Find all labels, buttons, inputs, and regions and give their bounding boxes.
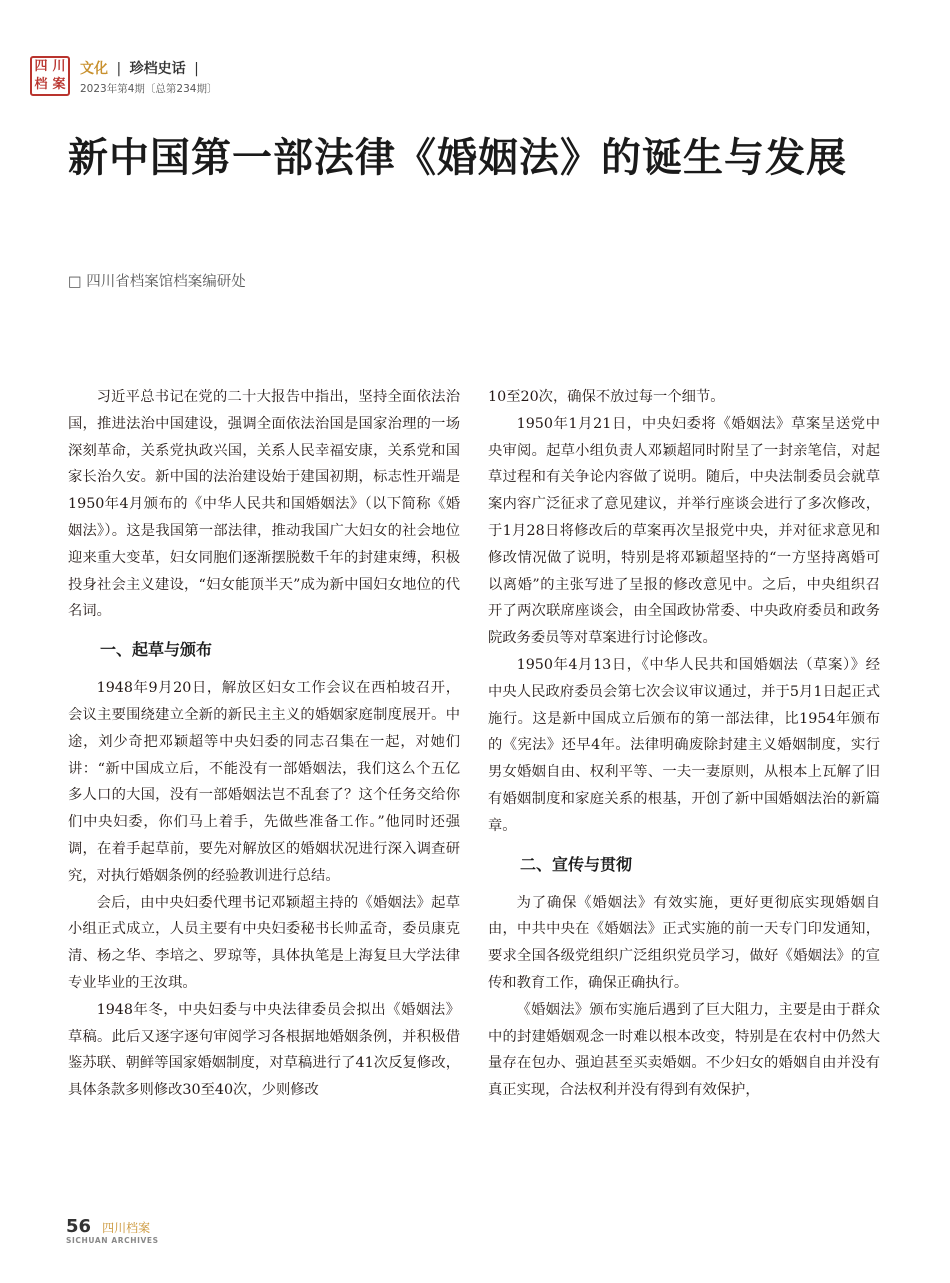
paragraph: 习近平总书记在党的二十大报告中指出，坚持全面依法治国，推进法治中国建设，强调全面依法治国是国家治理的一场深刻革命，关系党执政兴国，关系人民幸福安康，关系党和国家长治久安。新中国的法治建设始于建国初期，标志性开端是1950年4月颁布的《中华人民共和国婚姻法》（以下简称《婚姻法》）。这是我国第一部法律，推动我国广大妇女的社会地位迎来重大变革，妇女同胞们逐渐摆脱数千年的封建束缚，积极投身社会主义建设，“妇女能顶半天”成为新中国妇女地位的代名词。 [68,389,460,620]
paragraph-continuation: 10至20次，确保不放过每一个细节。 [488,389,725,405]
page-footer [66,1216,150,1237]
journal-name-cn: 四川档案 [102,1221,151,1235]
journal-name-en: SICHUAN ARCHIVES [66,1236,159,1245]
paragraph: 1950年1月21日，中央妇委将《婚姻法》草案呈送党中央审阅。起草小组负责人邓颖超同时附呈了一封亲笔信，对起草过程和有关争论内容做了说明。随后，中央法制委员会就草案内容广泛征求了意见建议，并举行座谈会进行了多次修改，于1月28日将修改后的草案再次呈报党中央，并对征求意见和修改情况做了说明，特别是将邓颖超坚持的“一方坚持离婚可以离婚”的主张写进了呈报的修改意见中。之后，中央组织召开了两次联席座谈会，由全国政协常委、中央政府委员和政务院政务委员等对草案进行讨论修改。 [488,415,880,647]
page-number: 56 [66,1216,92,1237]
seal-char: 案 [52,77,66,92]
paragraph: 1948年9月20日，解放区妇女工作会议在西柏坡召开，会议主要围绕建立全新的新民主主义的婚姻家庭制度展开。中途，刘少奇把邓颖超等中央妇委的同志召集在一起，对她们讲：“新中国成立后，不能没有一部婚姻法，我们这么个五亿多人口的大国，没有一部婚姻法岂不乱套了？这个任务交给你们中央妇委，你们马上着手，先做些准备工作。”他同时还强调，在着手起草前，要先对解放区的婚姻状况进行深入调查研究，对执行婚姻条例的经验教训进行总结。 [68,680,460,884]
category-separator: | [194,61,199,77]
section-heading: 二、宣传与贯彻 [520,854,633,874]
right-column [488,384,880,1104]
seal-char: 川 [52,59,66,74]
section-heading: 一、起草与颁布 [100,640,213,660]
issue-info: 2023年第4期〔总第234期〕 [80,83,218,95]
seal-char: 档 [34,77,48,92]
category-separator: | [116,61,122,77]
paragraph: 为了确保《婚姻法》有效实施，更好更彻底实现婚姻自由，中共中央在《婚姻法》正式实施的前一天专门印发通知，要求全国各级党组织广泛组织党员学习，做好《婚姻法》的宣传和教育工作，确保正确执行。 [488,894,880,991]
column-name: 珍档史话 [129,61,186,77]
paragraph: 会后，由中央妇委代理书记邓颖超主持的《婚姻法》起草小组正式成立，人员主要有中央妇委秘书长帅孟奇，委员康克清、杨之华、李培之、罗琼等，具体执笔是上海复旦大学法律专业毕业的王汝琪。 [68,894,460,991]
journal-seal-logo [30,56,70,96]
paragraph: 《婚姻法》颁布实施后遇到了巨大阻力，主要是由于群众中的封建婚姻观念一时难以根本改变，特别是在农村中仍然大量存在包办、强迫甚至买卖婚姻。不少妇女的婚姻自由并没有真正实现，合法权利并没有得到有效保护， [488,1001,880,1099]
paragraph: 1950年4月13日，《中华人民共和国婚姻法（草案）》经中央人民政府委员会第七次会议审议通过，并于5月1日起正式施行。这是新中国成立后颁布的第一部法律，比1954年颁布的《宪法》还早4年。法律明确废除封建主义婚姻制度，实行男女婚姻自由、权利平等、一夫一妻原则，从根本上瓦解了旧有婚姻制度和家庭关系的根基，开创了新中国婚姻法治的新篇章。 [488,656,880,834]
seal-char: 四 [34,59,48,74]
article-title: 新中国第一部法律《婚姻法》的诞生与发展 [68,134,847,181]
article-author: □ 四川省档案馆档案编研处 [68,274,246,290]
left-column [68,384,460,1104]
paragraph: 1948年冬，中央妇委与中央法律委员会拟出《婚姻法》草稿。此后又逐字逐句审阅学习各根据地婚姻条例，并积极借鉴苏联、朝鲜等国家婚姻制度，对草稿进行了41次反复修改，具体条款多则修改30至40次，少则修改 [68,1001,460,1099]
section-header [80,60,203,78]
category-main: 文化 [80,61,108,77]
